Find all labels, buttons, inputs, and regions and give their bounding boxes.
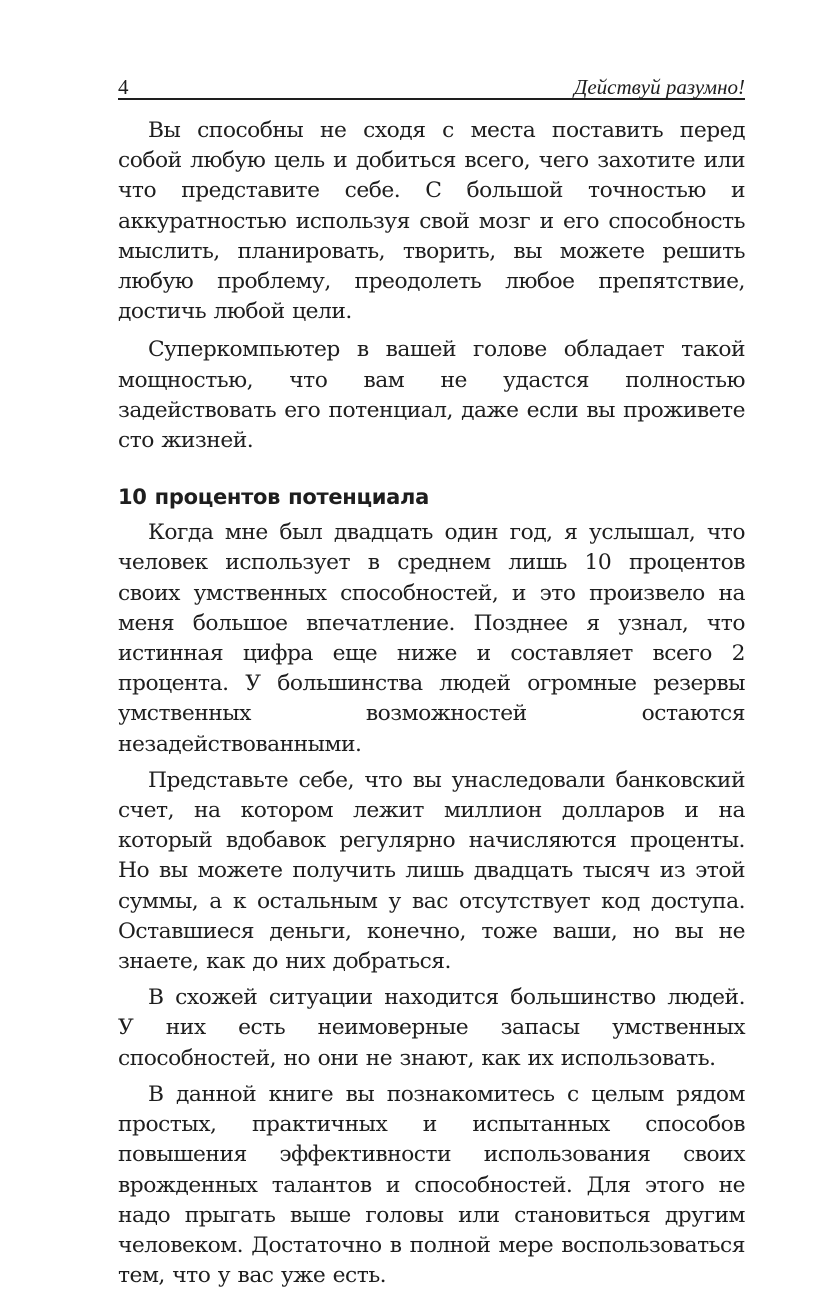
intro-section <box>118 116 745 456</box>
potential-section <box>118 518 745 1291</box>
paragraph: Представьте себе, что вы унаследовали банковский счет, на котором лежит миллион долларов и на который вдобавок регулярно начисляются проценты. Но вы можете получить лишь двадцать тысяч из этой суммы, а к остальным у вас отсутствует код доступа. Оставшиеся деньги, конечно, тоже ваши, но вы не знаете, как до них добраться. <box>118 767 745 975</box>
paragraph: Когда мне был двадцать один год, я услышал, что человек использует в среднем лишь 10 процентов своих умственных способностей, и это произвело на меня большое впечатление. Позднее я узнал, что истинная цифра еще ниже и составляет всего 2 процента. У большинства людей огромные резервы умственных возможностей остаются незадействованными. <box>118 520 745 757</box>
paragraph: Вы способны не сходя с места поставить перед собой любую цель и добиться всего, чего захотите или что представите себе. С большой точностью и аккуратностью используя свой мозг и его способность мыслить, планировать, творить, вы можете решить любую проблему, преодолеть любое препятствие, достичь любой цели. <box>118 118 745 325</box>
paragraph: Суперкомпьютер в вашей голове обладает такой мощностью, что вам не удастся полностью задействовать его потенциал, даже если вы проживете сто жизней. <box>118 337 745 454</box>
page-body <box>118 116 745 1291</box>
book-page <box>118 68 745 1291</box>
section-heading: 10 процентов потенциала <box>118 485 429 510</box>
paragraph: В данной книге вы познакомитесь с целым рядом простых, практичных и испытанных способов повышения эффективности использования своих врожденных талантов и способностей. Для этого не надо прыгать выше головы или становиться другим человеком. Достаточно в полной мере воспользоваться тем, что у вас уже есть. <box>118 1081 745 1289</box>
page-number: 4 <box>118 75 129 99</box>
paragraph: В схожей ситуации находится большинство людей. У них есть неимоверные запасы умственных способностей, но они не знают, как их использовать. <box>118 985 745 1071</box>
running-header <box>118 68 745 100</box>
running-title: Действуй разумно! <box>573 75 745 99</box>
